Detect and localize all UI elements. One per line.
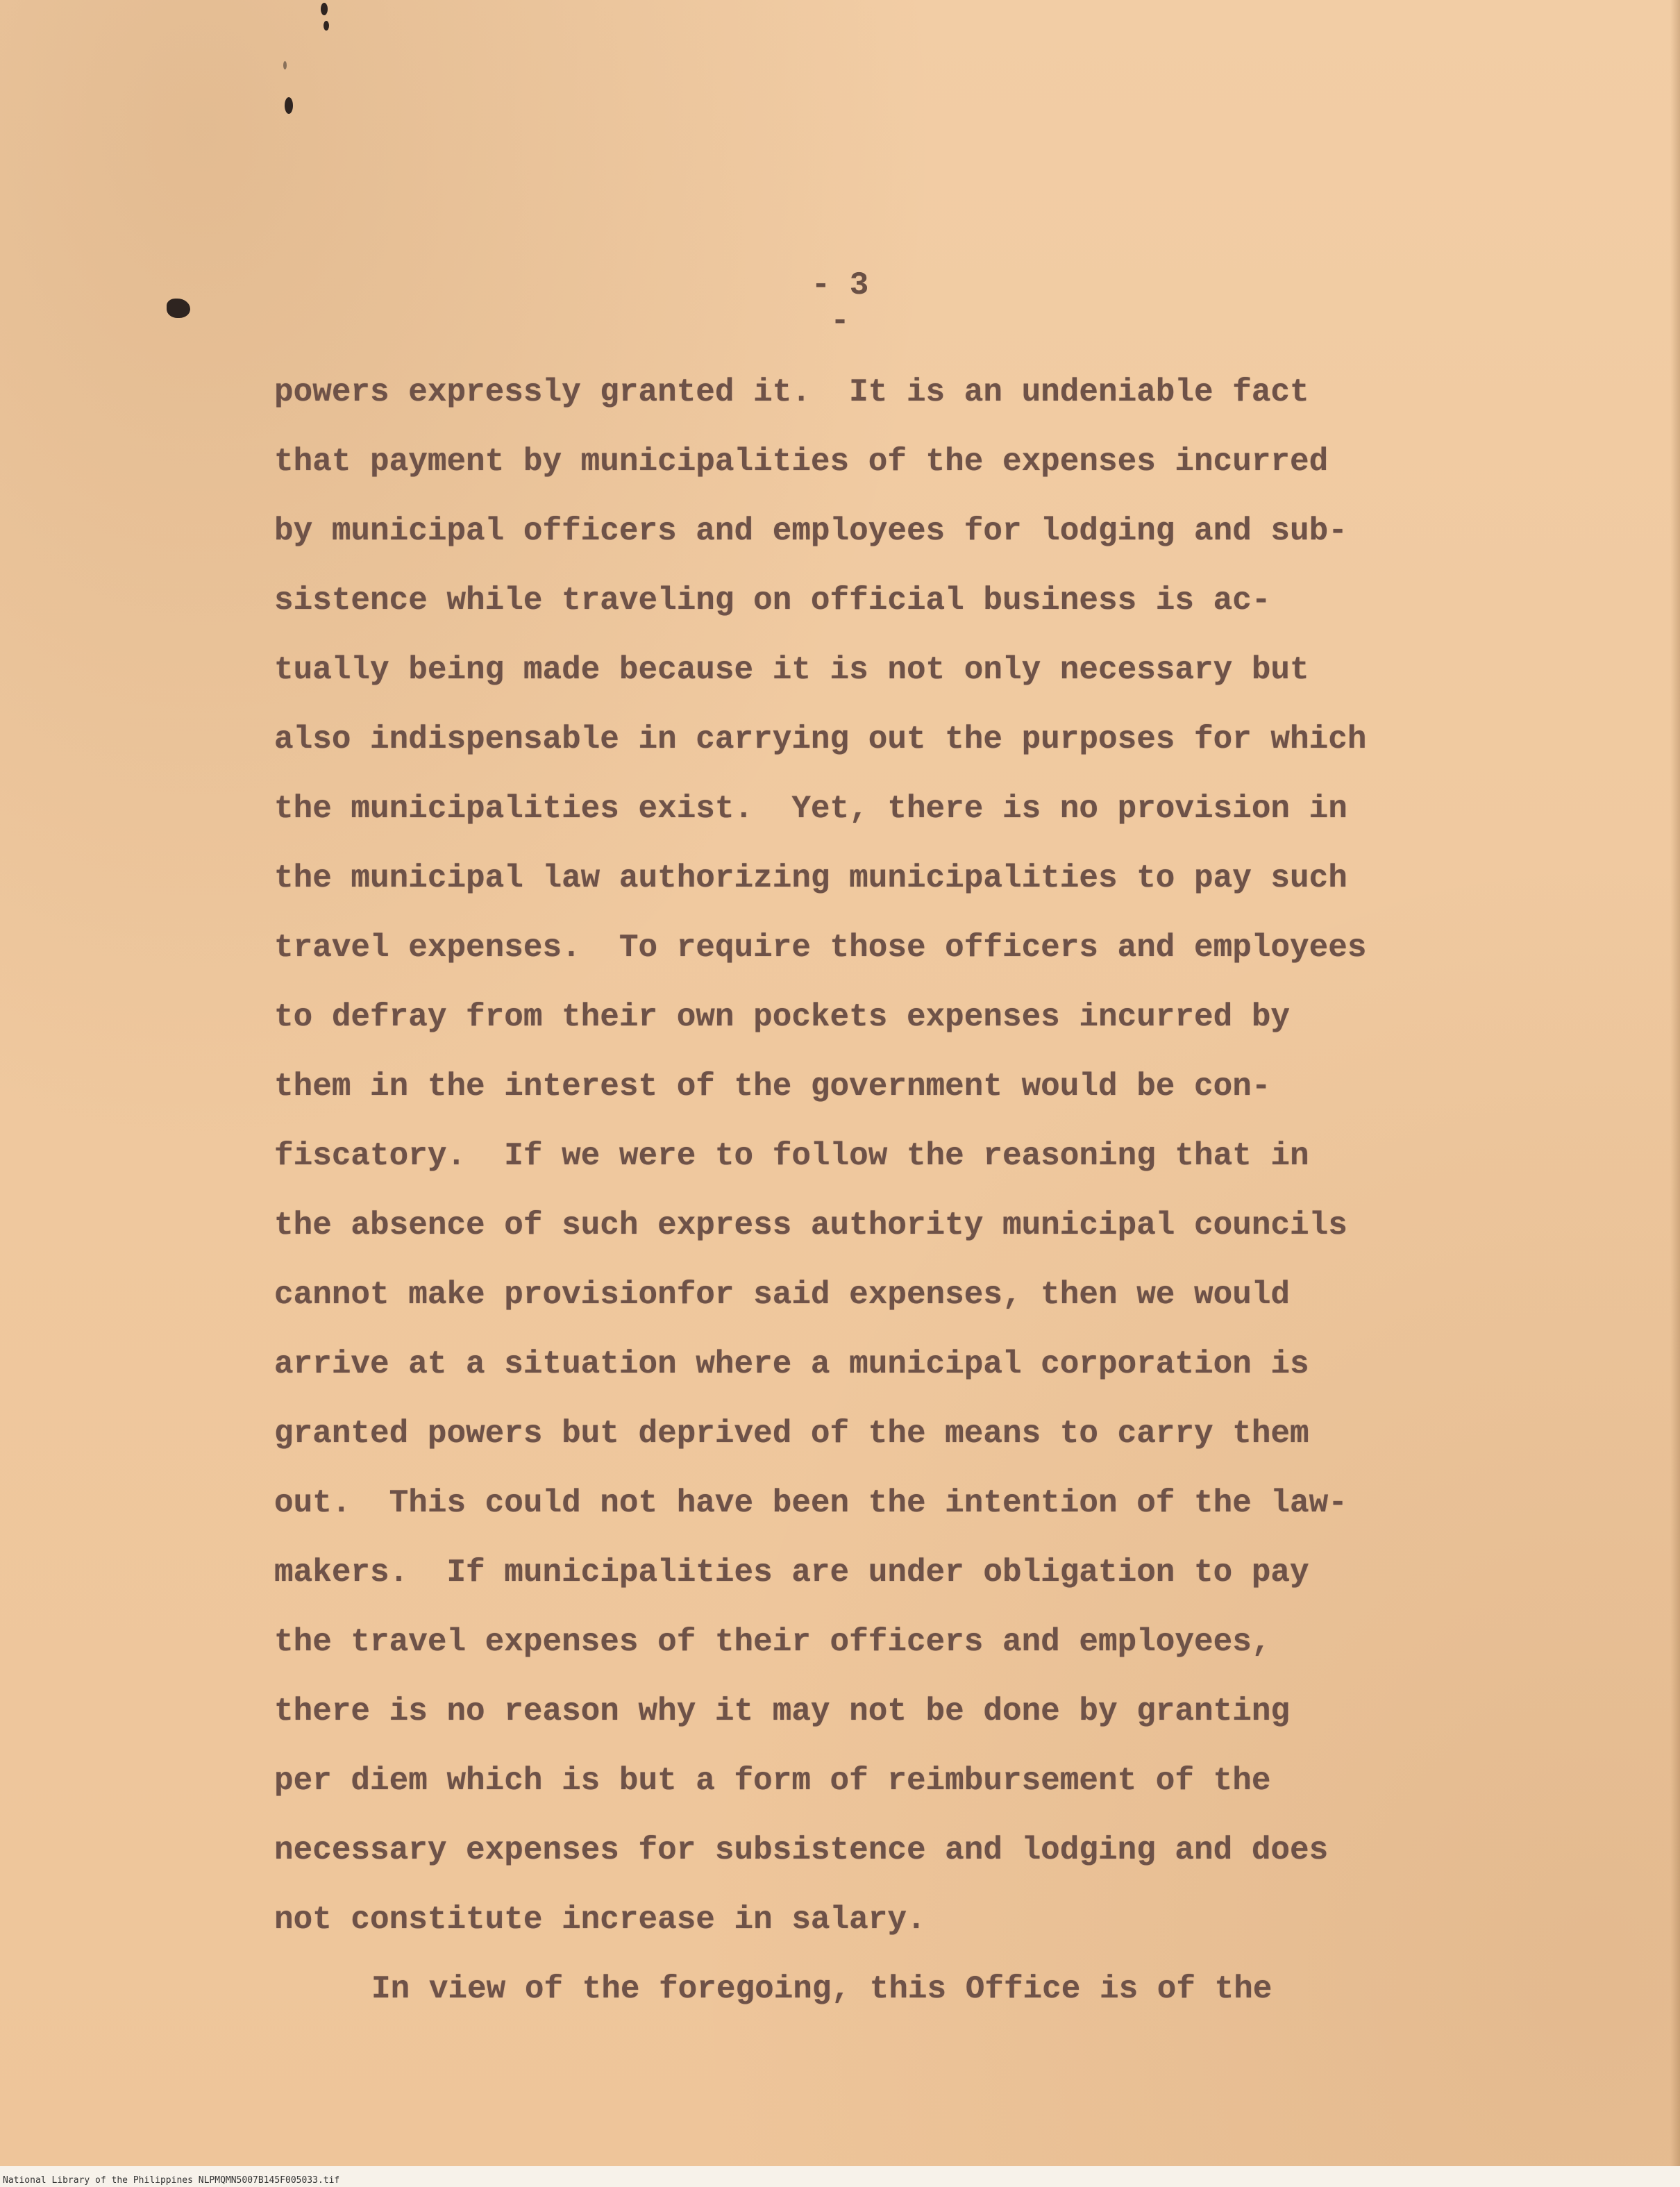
text-line: to defray from their own pockets expenses incurred by: [274, 999, 1291, 1035]
text-line: the municipal law authorizing municipalities to pay such: [274, 860, 1347, 896]
text-line: also indispensable in carrying out the purposes for which: [274, 721, 1367, 757]
text-line: makers. If municipalities are under obligation to pay: [274, 1555, 1309, 1591]
text-line: that payment by municipalities of the expenses incurred: [274, 444, 1329, 480]
text-line: cannot make provisionfor said expenses, then we would: [274, 1277, 1291, 1313]
ink-mark: [285, 97, 293, 114]
ink-mark: [324, 21, 329, 31]
ink-mark: [283, 61, 287, 69]
text-line: per diem which is but a form of reimbursement of the: [274, 1763, 1271, 1799]
text-line: necessary expenses for subsistence and lodging and does: [274, 1832, 1329, 1868]
body-text: [274, 367, 1496, 2033]
text-line: arrive at a situation where a municipal corporation is: [274, 1346, 1309, 1382]
text-line: them in the interest of the government would be con-: [274, 1069, 1271, 1105]
text-line: not constitute increase in salary.: [274, 1902, 926, 1938]
text-line: the municipalities exist. Yet, there is no provision in: [274, 791, 1347, 827]
text-line: fiscatory. If we were to follow the reasoning that in: [274, 1138, 1309, 1174]
scan-caption: National Library of the Philippines NLPMQMN5007B145F005033.tif: [3, 2175, 340, 2186]
paragraph-start-line: In view of the foregoing, this Office is of the: [371, 1971, 1272, 2007]
text-line: tually being made because it is not only necessary but: [274, 652, 1309, 688]
page-number: - 3 -: [811, 267, 869, 340]
page-edge-shadow: [1670, 0, 1680, 2187]
text-line: granted powers but deprived of the means to carry them: [274, 1416, 1309, 1452]
text-line: out. This could not have been the intention of the law-: [274, 1485, 1347, 1521]
ink-smudge: [167, 299, 190, 318]
text-line: the absence of such express authority municipal councils: [274, 1207, 1347, 1243]
text-line: powers expressly granted it. It is an undeniable fact: [274, 374, 1309, 410]
text-line: travel expenses. To require those officers and employees: [274, 930, 1367, 966]
text-line: by municipal officers and employees for lodging and sub-: [274, 513, 1347, 549]
scan-footer-strip: [0, 2166, 1680, 2187]
text-line: sistence while traveling on official business is ac-: [274, 583, 1271, 619]
text-line: there is no reason why it may not be done by granting: [274, 1693, 1291, 1729]
text-line: the travel expenses of their officers and employees,: [274, 1624, 1271, 1660]
ink-mark: [321, 3, 328, 15]
